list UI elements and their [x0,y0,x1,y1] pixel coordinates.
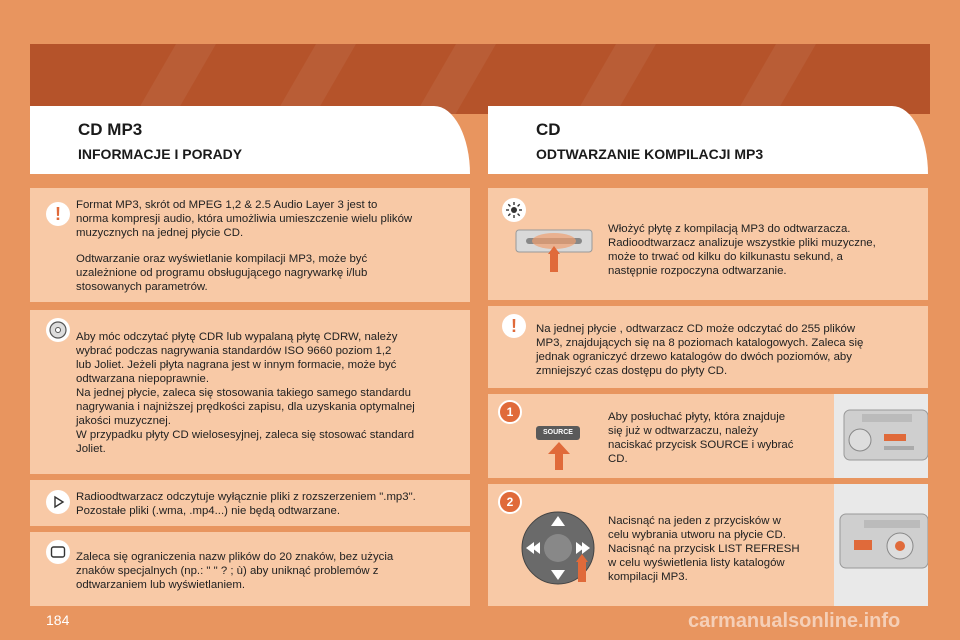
right-title: CD [536,120,561,139]
source-button-illustration [536,426,582,472]
sun-icon [502,198,526,222]
right-header [488,106,928,174]
info-panel-extension [30,480,470,526]
exclamation-icon: ! [46,202,70,226]
info-text-extension: Radioodtwarzacz odczytuje wyłącznie pliki z rozszerzeniem ".mp3". Pozostałe pliki (.wma, .mp4...) nie będą odtwarzane. [76,491,416,517]
step-2-text: Nacisnąć na jeden z przycisków w celu wybrania utworu na płycie CD. Nacisnąć na przycisk LIST REFRESH w celu wyświetlenia listy katalogów kompilacji MP3. [608,515,800,583]
right-subtitle: ODTWARZANIE KOMPILACJI MP3 [536,146,764,162]
info-panel-format [30,188,470,302]
page-number: 184 [46,612,70,628]
radio-panel-illustration [834,394,928,478]
radio-controls-illustration [834,484,928,606]
info-panel-limits [488,306,928,388]
source-button: SOURCE [536,426,580,440]
info-text-filenames: Zaleca się ograniczenia nazw plików do 20 znaków, bez użycia znaków specjalnych (np.: " " ? ; ù) aby uniknąć problemów z odtwarzaniem lub wyświetlaniem. [76,551,394,591]
insert-text: Włożyć płytę z kompilacją MP3 do odtwarzacza. Radioodtwarzacz analizuje wszystkie pliki muzyczne, może to trwać od kilku do kilkunastu sekund, a następnie rozpoczyna odtwarzanie. [608,223,876,277]
left-header [30,106,470,174]
left-subtitle: INFORMACJE I PORADY [78,146,243,162]
info-panel-filenames [30,532,470,606]
step-number-1: 1 [498,400,522,424]
left-title: CD MP3 [78,120,143,139]
direction-pad-illustration [518,508,598,588]
limits-text: Na jednej płycie , odtwarzacz CD może odczytać do 255 plików MP3, znajdujących się na 8 poziomach katalogowych. Zaleca się jednak ograniczyć drzewo katalogów do dwóch poziomów, aby zmniejszyć czas dostępu do płyty CD. [536,323,864,377]
exclamation-icon: ! [502,314,526,338]
info-panel-standards [30,310,470,474]
info-text-standards: Aby móc odczytać płytę CDR lub wypalaną płytę CDRW, należy wybrać podczas nagrywania standardów ISO 9660 poziom 1,2 lub Joliet. Jeżeli płyta nagrana jest w innym formacie, może być odtwarzana niepoprawnie. Na jednej płycie, zaleca się stosowania takiego samego standardu nagrywania i najniższej prędkości zapisu, dla uzyskania optymalnej jakości muzycznej. W przypadku płyty CD wielosesyjnej, zaleca się stosować standard Joliet. [76,331,415,455]
step-1-text: Aby posłuchać płyty, która znajduje się już w odtwarzaczu, należy naciskać przycisk SOURCE i wybrać CD. [608,411,794,465]
header-band [30,44,930,114]
info-panel-insert [488,188,928,300]
info-text-format: Format MP3, skrót od MPEG 1,2 & 2.5 Audio Layer 3 jest to norma kompresji audio, która umożliwia umieszczenie wielu plików muzycznych na jednej płycie CD. [76,199,413,239]
step-1-panel [488,394,928,478]
info-text-playback: Odtwarzanie oraz wyświetlanie kompilacji MP3, może być uzależnione od programu obsługującego nagrywarkę i/lub stosowanych parametrów. [76,253,368,293]
screen-icon [46,540,70,564]
watermark: carmanualsonline.info [688,610,901,632]
step-2-panel [488,484,928,606]
step-number-2: 2 [498,490,522,514]
cd-player-illustration [514,226,594,256]
play-icon [46,490,70,514]
disc-icon [46,318,70,342]
